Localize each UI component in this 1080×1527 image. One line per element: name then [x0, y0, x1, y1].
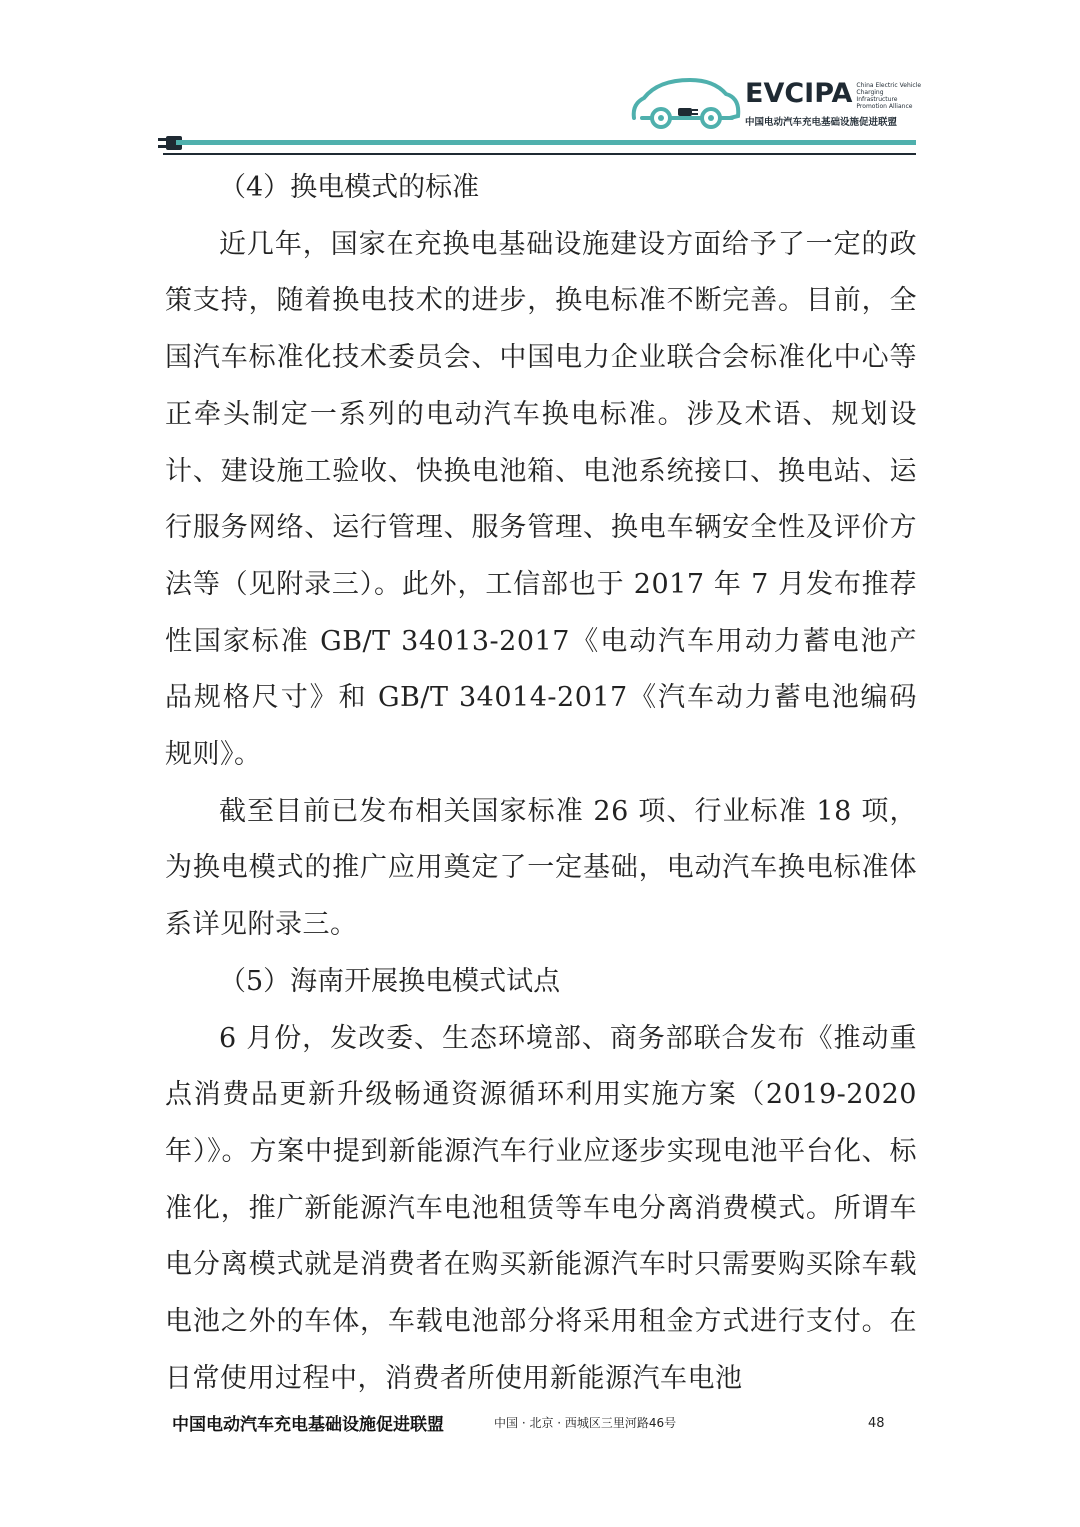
section-heading-4: （4）换电模式的标准 [219, 172, 480, 203]
paragraph-standards-count: 截至目前已发布相关国家标准 26 项、行业标准 18 项，为换电模式的推广应用奠定了一定基础，电动汽车换电标准体系详见附录三。 [165, 795, 917, 941]
ev-car-logo-icon [628, 72, 743, 132]
page-footer [172, 1410, 892, 1440]
document-body [165, 160, 917, 1407]
footer-address: 中国 · 北京 · 西城区三里河路46号 [494, 1416, 677, 1430]
section-heading-5: （5）海南开展换电模式试点 [219, 965, 561, 997]
brand-subtitle: China Electric Vehicle Charging Infrastructure Promotion Alliance [856, 82, 922, 110]
footer-organization: 中国电动汽车充电基础设施促进联盟 [172, 1415, 444, 1435]
paragraph-hainan-pilot: 6 月份，发改委、生态环境部、商务部联合发布《推动重点消费品更新升级畅通资源循环利用实施方案（2019-2020年）》。方案中提到新能源汽车行业应逐步实现电池平台化、标准化，推广新能源汽车电池租赁等车电分离消费模式。所谓车电分离模式就是消费者在购买新能源汽车时只需要购买除车载电池之外的车体，车载电池部分将采用租金方式进行支付。在日常使用过程中，消费者所使用新能源汽车电池 [165, 1022, 917, 1394]
brand-chinese-name: 中国电动汽车充电基础设施促进联盟 [745, 117, 898, 128]
brand-name: EVCIPA [745, 78, 853, 109]
header-divider [163, 153, 916, 155]
header-accent-rule [176, 140, 916, 145]
brand-block [745, 80, 926, 128]
page-header [0, 0, 1080, 165]
paragraph-standards: 近几年，国家在充换电基础设施建设方面给予了一定的政策支持，随着换电技术的进步，换电标准不断完善。目前，全国汽车标准化技术委员会、中国电力企业联合会标准化中心等正牵头制定一系列的电动汽车换电标准。涉及术语、规划设计、建设施工验收、快换电池箱、电池系统接口、换电站、运行服务网络、运行管理、服务管理、换电车辆安全性及评价方法等（见附录三）。此外，工信部也于 2017 年 7 月发布推荐性国家标准 GB/T 34013-2017《电动汽车用动力蓄电池产品规格尺寸》和 GB/T 34014-2017《汽车动力蓄电池编码规则》。 [165, 228, 917, 771]
page-number: 48 [868, 1416, 885, 1431]
